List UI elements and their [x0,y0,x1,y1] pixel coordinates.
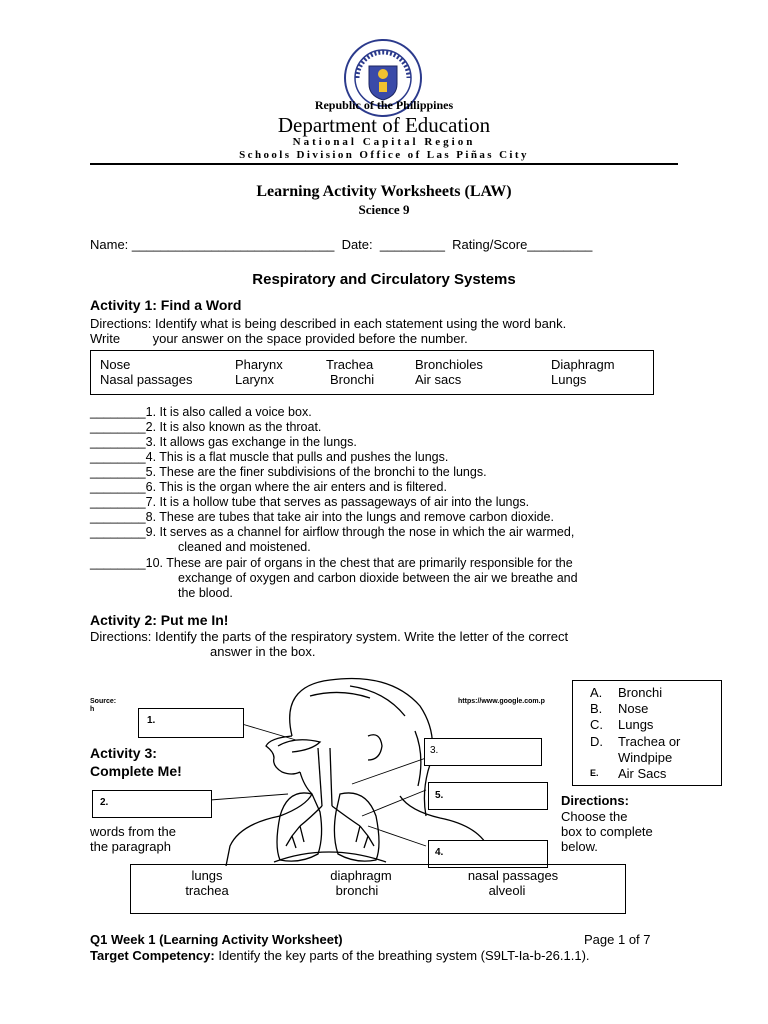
source-label: Source: [90,698,117,705]
question-3[interactable]: ________3. It allows gas exchange in the lungs. [90,435,357,449]
word-bank-item: Nose [100,357,131,372]
activity3-directions-label: Directions: [561,793,629,808]
question-6[interactable]: ________6. This is the organ where the air enters and is filtered. [90,480,447,494]
question-10-continued: exchange of oxygen and carbon dioxide between the air we breathe and [178,571,578,585]
activity3-right-text1: Choose the [561,809,628,824]
activity3-left-text1: words from the [90,824,176,839]
word-bank-item: Bronchioles [415,357,483,372]
region-text: National Capital Region [292,136,476,148]
word-bank-item: Lungs [551,372,587,387]
activity3-right-text2: box to complete [561,824,653,839]
activity1-title: Activity 1: Find a Word [90,297,242,313]
competency-text: Identify the key parts of the breathing system (S9LT-Ia-b-26.1.1). [214,948,590,963]
activity3-left-text2: the paragraph [90,839,171,854]
choice-text: Bronchi [618,685,663,700]
department-text: Department of Education [277,113,491,137]
activity3-title-line1: Activity 3: [90,745,157,761]
word-bank-item: trachea [185,883,229,898]
word-bank-item: Diaphragm [551,357,615,372]
question-10-continued: the blood. [178,586,233,600]
header-divider [90,163,678,165]
division-text: Schools Division Office of Las Piñas City [239,149,529,161]
word-bank-item: Larynx [235,372,275,387]
choice-text: Nose [618,701,649,716]
worksheet-subtitle: Science 9 [358,202,410,217]
worksheet-title: Learning Activity Worksheets (LAW) [256,183,512,200]
question-4[interactable]: ________4. This is a flat muscle that pulls and pushes the lungs. [90,450,449,464]
question-8[interactable]: ________8. These are tubes that take air into the lungs and remove carbon dioxide. [90,510,554,524]
name-date-score-line[interactable]: Name: ____________________________ Date: _________ Rating/Score_________ [90,237,593,252]
question-5[interactable]: ________5. These are the finer subdivisions of the bronchi to the lungs. [90,465,487,479]
word-bank-item: Pharynx [235,357,283,372]
footer-competency [90,948,590,963]
republic-text: Republic of the Philippines [314,98,454,112]
word-bank-item: Nasal passages [100,372,193,387]
answer-box-3-label: 3. [430,745,439,756]
choice-letter: B. [590,701,603,716]
activity2-title: Activity 2: Put me In! [90,612,229,628]
choice-letter: A. [590,685,603,700]
word-bank-item: Air sacs [415,372,462,387]
source-url: https://www.google.com.p [458,698,545,705]
answer-box-2-label: 2. [100,797,109,808]
activity2-directions-line1: Directions: Identify the parts of the respiratory system. Write the letter of the correct [90,629,569,644]
choice-text: Windpipe [618,750,673,765]
word-bank-item: Bronchi [330,372,375,387]
activity1-directions-line1: Directions: Identify what is being described in each statement using the word bank. [90,316,567,331]
choice-text: Lungs [618,717,654,732]
choice-letter: C. [590,717,603,732]
question-9-continued: cleaned and moistened. [178,540,311,554]
word-bank-item: bronchi [335,883,379,898]
footer-week: Q1 Week 1 (Learning Activity Worksheet) [90,932,343,947]
answer-box-5-label: 5. [435,790,444,801]
choice-text: Trachea or [618,734,681,749]
word-bank-item: alveoli [488,883,526,898]
answer-box-1-label: 1. [147,715,156,726]
competency-label: Target Competency: [90,948,215,963]
answer-box-3[interactable] [424,738,542,766]
activity2-directions-line2: answer in the box. [210,644,316,659]
section-title: Respiratory and Circulatory Systems [252,271,516,288]
question-10[interactable]: ________10. These are pair of organs in the chest that are primarily responsible for the [90,556,573,570]
choice-letter: D. [590,734,603,749]
activity3-title-line2: Complete Me! [90,763,182,779]
choice-letter: E. [590,768,599,778]
footer-page-number: Page 1 of 7 [584,932,651,947]
question-9[interactable]: ________9. It serves as a channel for airflow through the nose in which the air warmed, [90,525,575,539]
word-bank-item: lungs [191,868,223,883]
answer-box-2[interactable] [92,790,212,818]
answer-box-4-label: 4. [435,847,444,858]
question-2[interactable]: ________2. It is also known as the throat. [90,420,322,434]
word-bank-item: nasal passages [467,868,559,883]
source-h: h [90,706,95,713]
activity3-right-text3: below. [561,839,598,854]
word-bank-item: Trachea [326,357,374,372]
question-1[interactable]: ________1. It is also called a voice box. [90,405,312,419]
word-bank-item: diaphragm [330,868,392,883]
question-7[interactable]: ________7. It is a hollow tube that serves as passageways of air into the lungs. [90,495,530,509]
choice-text: Air Sacs [618,766,667,781]
answer-box-5[interactable] [428,782,548,810]
respiratory-system-illustration [200,676,510,866]
activity1-directions-line2: Write your answer on the space provided before the number. [90,331,468,346]
